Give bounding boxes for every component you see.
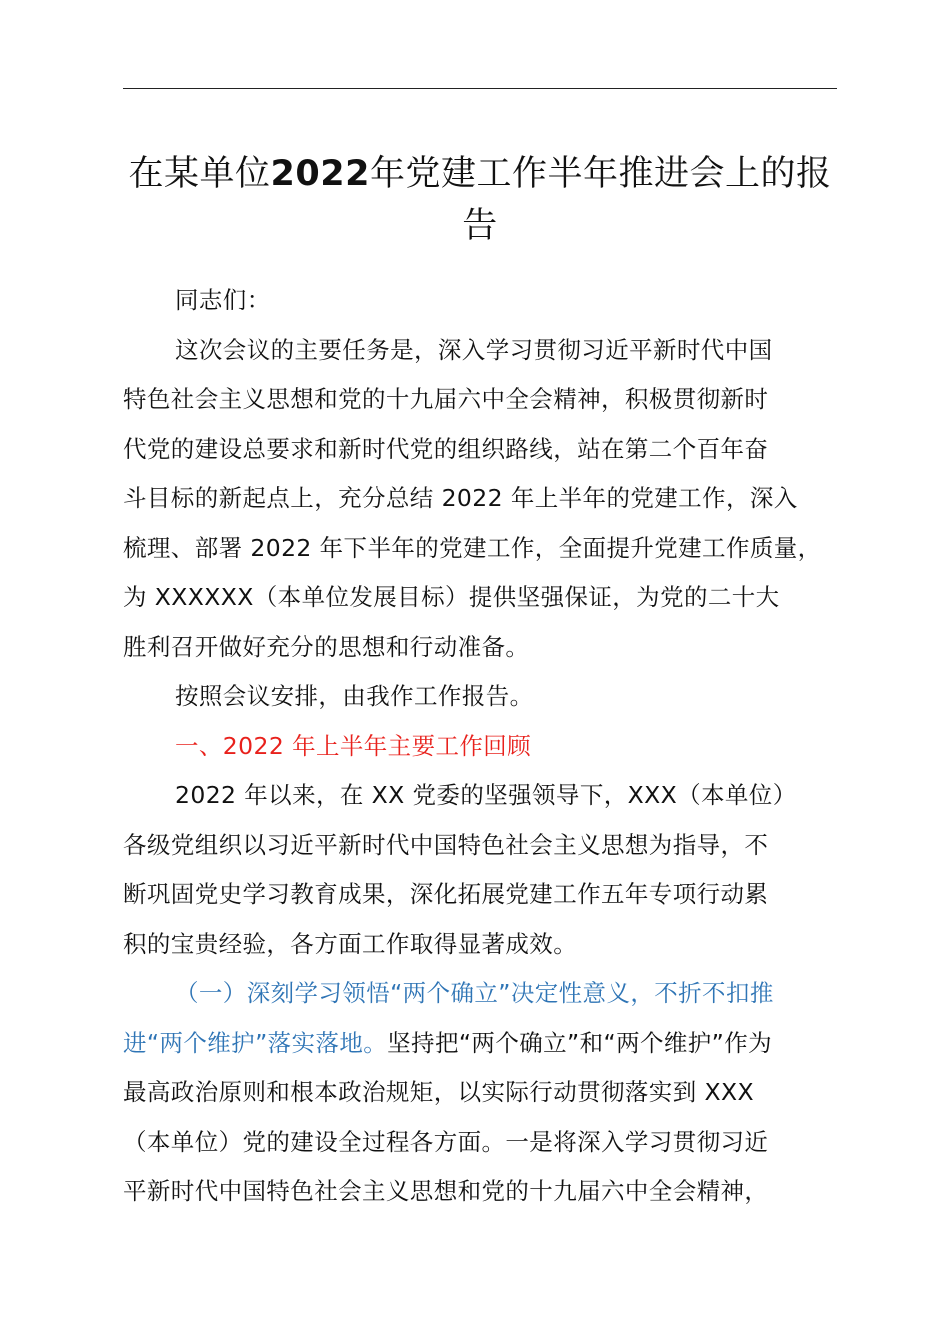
text-line: 这次会议的主要任务是，深入学习贯彻习近平新时代中国 <box>175 335 773 364</box>
subheading-1-line-1: （一）深刻学习领悟“两个确立”决定性意义，不折不扣推 <box>175 979 774 1007</box>
text-line: （本单位）党的建设全过程各方面。一是将深入学习贯彻习近 <box>123 1127 769 1156</box>
text-line: 最高政治原则和根本政治规矩，以实际行动贯彻落实到 XXX <box>123 1078 754 1106</box>
paragraph-arrangement: 按照会议安排，由我作工作报告。 <box>175 682 534 710</box>
text-line: 为 XXXXXX（本单位发展目标）提供坚强保证，为党的二十大 <box>123 583 780 611</box>
text-line: 斗目标的新起点上，充分总结 2022 年上半年的党建工作，深入 <box>123 484 798 512</box>
text-line: 各级党组织以习近平新时代中国特色社会主义思想为指导，不 <box>123 830 769 859</box>
text-line: 2022 年以来，在 XX 党委的坚强领导下，XXX（本单位） <box>175 781 797 809</box>
document-title <box>110 148 850 252</box>
section-heading-1: 一、2022 年上半年主要工作回顾 <box>175 731 532 760</box>
text-line <box>123 1019 853 1069</box>
text-line: 梳理、部署 2022 年下半年的党建工作，全面提升党建工作质量， <box>123 533 822 562</box>
salutation: 同志们： <box>175 286 271 314</box>
paragraph-two-establishments <box>123 969 853 1217</box>
paragraph-review <box>123 771 853 969</box>
header-rule <box>123 88 837 89</box>
subheading-1-continuation: 坚持把“两个确立”和“两个维护”作为 <box>387 1028 773 1057</box>
title-prefix: 在某单位 <box>128 154 271 194</box>
text-line: 平新时代中国特色社会主义思想和党的十九届六中全会精神， <box>123 1177 769 1205</box>
text-line: 代党的建设总要求和新时代党的组织路线，站在第二个百年奋 <box>123 434 769 463</box>
text-line: 断巩固党史学习教育成果，深化拓展党建工作五年专项行动累 <box>123 880 769 908</box>
text-line: 特色社会主义思想和党的十九届六中全会精神，积极贯彻新时 <box>123 385 769 413</box>
text-line: 胜利召开做好充分的思想和行动准备。 <box>123 632 530 661</box>
title-year: 2022 <box>270 154 370 194</box>
title-line-2: 告 <box>462 206 498 246</box>
document-body <box>123 276 853 1217</box>
text-line: 积的宝贵经验，各方面工作取得显著成效。 <box>123 929 578 958</box>
title-suffix: 年党建工作半年推进会上的报 <box>369 154 832 194</box>
paragraph-meeting-tasks <box>123 326 853 673</box>
subheading-1-line-2: 进“两个维护”落实落地。 <box>123 1028 388 1057</box>
